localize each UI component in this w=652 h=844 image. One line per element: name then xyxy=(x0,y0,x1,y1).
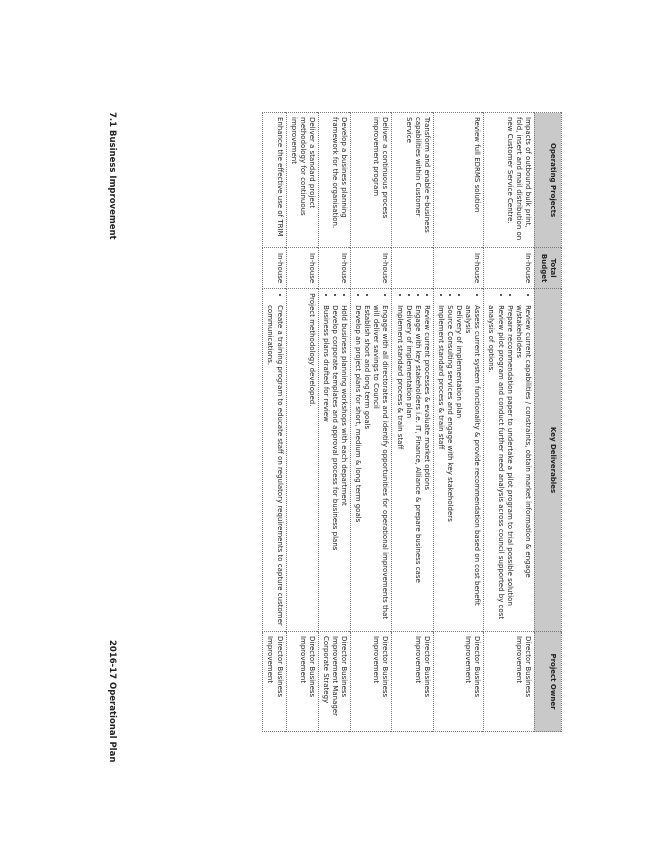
budget-cell xyxy=(392,248,433,289)
operating-projects-table xyxy=(262,112,562,732)
col-header-operating-projects: Operating Projects xyxy=(534,113,561,248)
table-header-row xyxy=(534,113,561,732)
table-row xyxy=(392,113,433,732)
project-cell: Enhance the effective use of TRIM xyxy=(263,113,286,248)
project-cell: Deliver a standard project methodology for continuous improvement xyxy=(286,113,318,248)
deliverable-item: • Engage with key stakeholders i.e. IT, Finance, Alliance & prepare business case xyxy=(413,305,422,627)
deliverable-item: • Implement standard process & train staff xyxy=(436,305,445,627)
deliverables-cell xyxy=(351,289,392,632)
col-header-project-owner: Project Owner xyxy=(534,631,561,731)
owner-cell: Director Business Improvement xyxy=(392,631,433,731)
section-heading: 7.1 Business Improvement xyxy=(107,112,117,240)
deliverable-item: • Hold business planning workshops with each department xyxy=(339,305,348,627)
budget-cell: In-house xyxy=(484,248,534,289)
deliverable-item: • Engage with all directorates and identify opportunities for operational improvements that will deliver savings to Council xyxy=(371,305,389,627)
deliverable-item: • Establish short and long term goals xyxy=(362,305,371,627)
deliverable-item: • Create a training program to educate staff on regulatory requirements to capture customer communications. xyxy=(265,305,283,627)
deliverables-cell xyxy=(433,289,483,632)
table-row xyxy=(286,113,318,732)
deliverables-cell xyxy=(263,289,286,632)
budget-cell: In-house xyxy=(433,248,483,289)
deliverable-item: • Review pilot program and conduct further need analysis across council supported by cost analysis of options. xyxy=(486,305,504,627)
budget-cell: In-house xyxy=(351,248,392,289)
deliverable-item: • Delivery of implementation plan xyxy=(454,305,463,627)
budget-cell: In-house xyxy=(286,248,318,289)
col-header-total-budget: Total Budget xyxy=(534,248,561,289)
deliverable-item: • Review current capabilities / constraints, obtain market information & engage w/stakeholders xyxy=(514,305,532,627)
deliverable-item: • Develop an project plans for short, medium & long term goals xyxy=(353,305,362,627)
deliverables-cell xyxy=(484,289,534,632)
deliverable-item: • Review current processes & evaluate market options xyxy=(422,305,431,627)
deliverable-item: • Delivery of implementation plan xyxy=(404,305,413,627)
owner-cell: Director Business Improvement Manager Corporate Strategy xyxy=(318,631,350,731)
project-cell: Develop a business planning framework for the organisation. xyxy=(318,113,350,248)
project-cell: Impacts of outbound bulk print, fold, insert and mail distribution on new Customer Service Centre. xyxy=(484,113,534,248)
deliverable-item: • Prepare recommendation paper to undertake a pilot program to trial possible solution xyxy=(505,305,514,627)
budget-cell: In-house xyxy=(263,248,286,289)
deliverable-item: • Implement standard process & train staff xyxy=(395,305,404,627)
deliverable-item: • Source Consulting services and engage with key stakeholders xyxy=(445,305,454,627)
table-row xyxy=(318,113,350,732)
table-row xyxy=(351,113,392,732)
owner-cell: Director Business Improvement xyxy=(351,631,392,731)
plan-title: 2016-17 Operational Plan xyxy=(107,640,117,763)
owner-cell: Director Business Improvement xyxy=(484,631,534,731)
owner-cell: Director Business Improvement xyxy=(263,631,286,731)
deliverables-cell xyxy=(392,289,433,632)
owner-cell: Director Business Improvement xyxy=(433,631,483,731)
project-cell: Transform and enable e-business capabilities within Customer Service xyxy=(392,113,433,248)
deliverable-item: • Assess current system functionality & provide recommendation based on cost benefit analysis xyxy=(463,305,481,627)
budget-cell: In-house xyxy=(318,248,350,289)
table-row xyxy=(263,113,286,732)
deliverables-cell: Project methodology developed. xyxy=(286,289,318,632)
owner-cell: Director Business Improvement xyxy=(286,631,318,731)
deliverables-cell xyxy=(318,289,350,632)
project-cell: Deliver a continuous process improvement program xyxy=(351,113,392,248)
col-header-key-deliverables: Key Deliverables xyxy=(534,289,561,632)
deliverable-item: • Business plans drafted for review xyxy=(321,305,330,627)
project-cell: Review full EDRMS solution xyxy=(433,113,483,248)
table-row xyxy=(484,113,534,732)
table-row xyxy=(433,113,483,732)
deliverable-item: • Develop corporate templates and approval process for business plans xyxy=(330,305,339,627)
